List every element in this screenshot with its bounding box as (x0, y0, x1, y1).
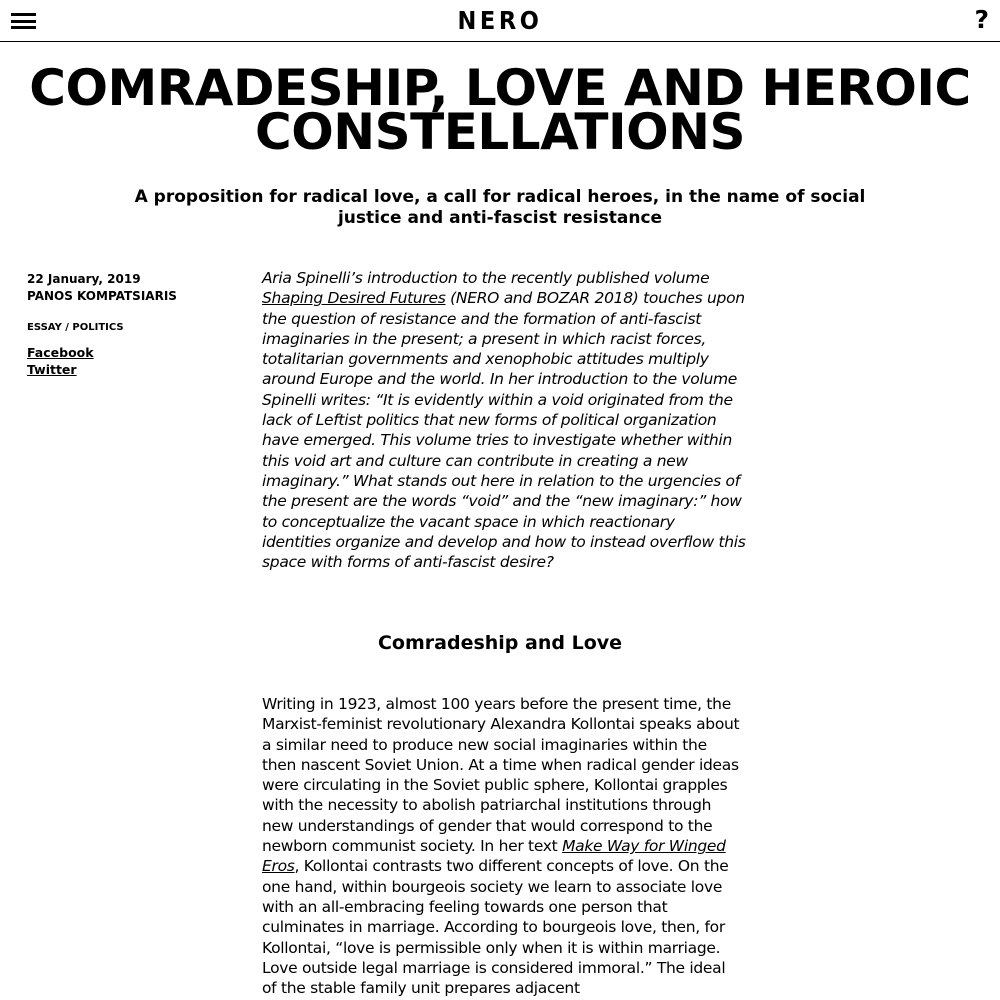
article-intro (262, 268, 747, 572)
section-heading: Comradeship and Love (377, 632, 623, 654)
article-title: COMRADESHIP, LOVE AND HEROIC CONSTELLATIONS (29, 59, 971, 161)
intro-text-start: Aria Spinelli’s introduction to the recently published volume (262, 269, 710, 287)
article-author[interactable]: PANOS KOMPATSIARIS (27, 289, 177, 303)
article-meta (27, 271, 227, 378)
share-twitter-link[interactable]: Twitter (27, 362, 77, 377)
hamburger-menu-icon[interactable] (11, 11, 36, 31)
article-date: 22 January, 2019 (27, 272, 141, 286)
article-categories[interactable]: ESSAY / POLITICS (27, 322, 124, 333)
intro-text-end: (NERO and BOZAR 2018) touches upon the question of resistance and the formation of anti-fascist imaginaries in the present; a present in which racist forces, totalitarian governments and xenophobic attitudes multiply around Europe and the world. In her introduction to the volume Spinelli writes: “It is evidently within a void originated from the lack of Leftist politics that new forms of political organization have emerged. This volume tries to investigate whether within this void art and culture can contribute in creating a new imaginary.” What stands out here in relation to the urgencies of the present are the words “void” and the “new imaginary:” how to conceptualize the vacant space in which reactionary identities organize and develop and how to instead overflow this space with forms of anti-fascist desire? (262, 289, 746, 572)
top-bar (0, 0, 1000, 42)
make-way-for-winged-eros-link[interactable]: Make Way for Winged Eros (262, 837, 726, 876)
shaping-desired-futures-link[interactable]: Shaping Desired Futures (262, 289, 446, 308)
body-text-end: , Kollontai contrasts two different concepts of love. On the one hand, within bourgeois society we learn to associate love with an all-embracing feeling towards one person that culminates in marriage. According to bourgeois love, then, for Kollontai, “love is permissible only when it is within marriage. Love outside legal marriage is considered immoral.” The ideal of the stable family unit prepares adjacent (262, 857, 729, 998)
body-text-start: Writing in 1923, almost 100 years before the present time, the Marxist-feminist revolutionary Alexandra Kollontai speaks about a similar need to produce new social imaginaries within the then nascent Soviet Union. At a time when radical gender ideas were circulating in the Soviet public sphere, Kollontai grapples with the necessity to abolish patriarchal institutions through new understandings of gender that would correspond to the newborn communist society. In her text (262, 695, 740, 856)
article-body-paragraph (262, 694, 742, 998)
help-icon[interactable]: ? (974, 5, 989, 34)
share-links (27, 344, 227, 378)
article-subtitle: A proposition for radical love, a call for radical heroes, in the name of social justice and anti-fascist resistance (134, 187, 866, 228)
site-logo[interactable]: NERO (457, 6, 543, 35)
share-facebook-link[interactable]: Facebook (27, 345, 94, 360)
